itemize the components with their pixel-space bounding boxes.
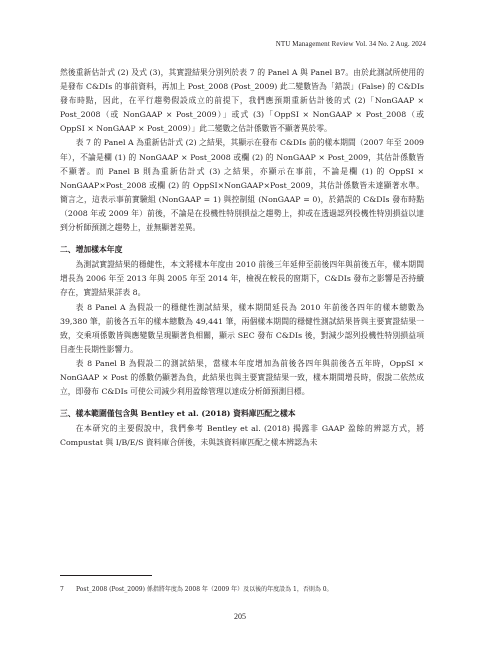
page-body — [60, 66, 424, 450]
body-paragraph: 在本研究的主要假說中，我們參考 Bentley et al. (2018) 揭露非 GAAP 盈餘的辨認方式，將 Compustat 與 I/B/E/S 資料庫合併後，未與該資料庫匹配之樣本辨認為未 — [60, 424, 424, 448]
body-paragraph: 表 8 Panel B 為假設二的測試結果，當樣本年度增加為前後各四年與前後各五年時，OppSI × NonGAAP × Post 的係數仍顯著為負，此結果也與主要實證結果一致，樣本期間增長時，假說二依然成立，即發布 C&DIs 可使公司減少利用盈餘管理以達成分析師預測目標。 — [60, 358, 424, 397]
footnote — [60, 585, 424, 594]
footnote-text: Post_2008 (Post_2009) 係指將年度為 2008 年（2009 年）及以後的年度設為 1，否則為 0。 — [76, 586, 333, 593]
body-paragraph: 為測試實證結果的穩健性，本文將樣本年度由 2010 前後三年延伸至前後四年與前後五年，樣本期間增長為 2006 年至 2013 年與 2005 年至 2014 年，檢視在較長的窗期下，C&DIs 發布之影響是否持續存在，實證結果詳表 8。 — [60, 260, 424, 298]
body-paragraph: 表 7 的 Panel A 為重新估計式 (2) 之結果，其顯示在發布 C&DIs 前的樣本期間（2007 年至 2009 年），不論是欄 (1) 的 NonGAAP × Post_2008 或欄 (2) 的 NonGAAP × Post_2009，其估計係數皆不顯著。而 Panel B 則為重新估計式 (3) 之結果，亦顯示在事前，不論是欄 (1) 的 OppSI × NonGAAP×Post_2008 或欄 (2) 的 OppSI×NonGAAP×Post_2009，其估計係數皆未達顯著水準。簡言之，這表示事前實驗組 (NonGAAP = 1) 與控制組 (NonGAAP = 0)，於錯誤的 C&DIs 發布時點（2008 年或 2009 年）前後，不論是在投機性特別損益之趨勢上，抑或在透過認列投機性特別損益以達到分析師預測之趨勢上，並無顯著差異。 — [60, 138, 424, 233]
section-heading: 二、增加樣本年度 — [60, 245, 123, 255]
body-paragraph: 然後重新估計式 (2) 及式 (3)，其實證結果分別列於表 7 的 Panel A 與 Panel B7。由於此測試所使用的是發布 C&DIs 的事前資料，再加上 Post_2008 (Post_2009) 此二變數皆為「錯誤」(False) 的 C&DIs 發布時點，因此，在平行趨勢假設成立的前提下，我們應預期重新估計後的式 (2)「NonGAAP × Post_2008（或 NonGAAP × Post_2009）」或式 (3)「OppSI × NonGAAP × Post_2008（或 OppSI × NonGAAP × Post_2009）」此二變數之估計係數皆不顯著異於零。 — [60, 68, 424, 134]
running-head: NTU Management Review Vol. 34 No. 2 Aug. 2024 — [275, 40, 426, 48]
body-paragraph: 表 8 Panel A 為假設一的穩健性測試結果，樣本期間延長為 2010 年前後各四年的樣本總數為 39,380 筆，前後各五年的樣本總數為 49,441 筆，兩個樣本期間的穩健性測試結果皆與主要實證結果一致，交乘項係數皆與應變數呈現顯著負相關，顯示 SEC 發布 C&DIs 後，對減少認列投機性特別損益項目產生長期性影響力。 — [60, 302, 424, 354]
footnote-divider — [60, 575, 152, 576]
section-heading: 三、樣本範圍僅包含與 Bentley et al. (2018) 資料庫匹配之樣本 — [60, 409, 296, 419]
footnote-number: 7 — [60, 586, 64, 593]
page-number: 205 — [234, 612, 246, 621]
